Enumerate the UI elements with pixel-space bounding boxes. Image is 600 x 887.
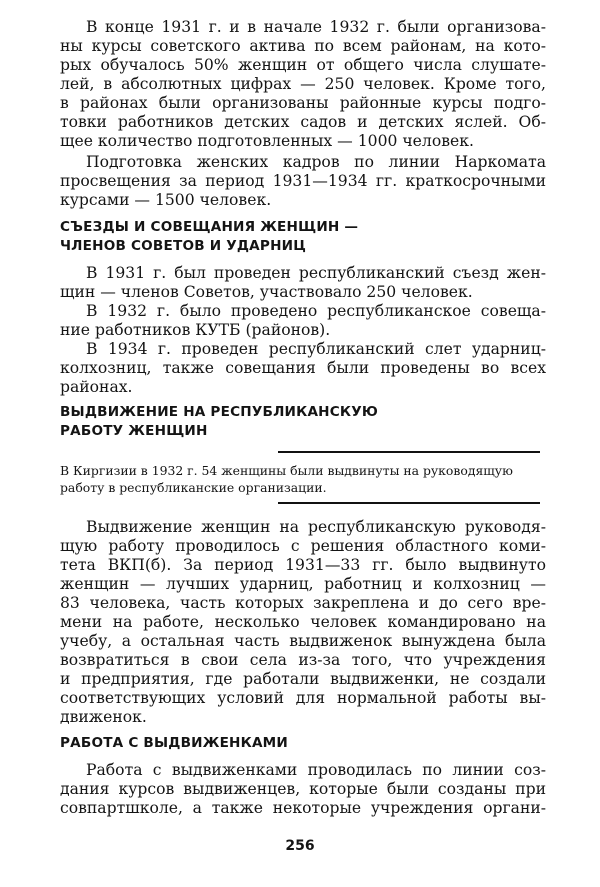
- paragraph-narkompros: [60, 153, 546, 210]
- text-line: Подготовка женских кадров по линии Наркомата: [86, 153, 546, 171]
- text-line: возвратиться в свои села из-за того, что учреждения: [60, 651, 546, 669]
- heading-text: [60, 734, 546, 753]
- heading-line: РАБОТУ ЖЕНЩИН: [60, 423, 208, 439]
- heading-line: СЪЕЗДЫ И СОВЕЩАНИЯ ЖЕНЩИН —: [60, 219, 359, 235]
- text-line: совпартшколе, а также некоторые учреждения органи-: [60, 799, 546, 817]
- text-line: курсами — 1500 человек.: [60, 191, 272, 209]
- text-line: районах.: [60, 378, 133, 396]
- text-line: В 1932 г. было проведено республиканское совеща-: [86, 302, 546, 320]
- paragraph-1932-meeting: [60, 302, 546, 340]
- heading-line: РАБОТА С ВЫДВИЖЕНКАМИ: [60, 735, 288, 751]
- text-line: учебу, а остальная часть выдвиженок вынуждена была: [60, 632, 546, 650]
- paragraph-text: [60, 18, 546, 151]
- text-line: В 1931 г. был проведен республиканский съезд жен-: [86, 264, 546, 282]
- inset-line: В Киргизии в 1932 г. 54 женщины были выдвинуты на руководящую: [60, 463, 513, 478]
- text-line: тета ВКП(б). За период 1931—33 гг. было выдвинуто: [60, 556, 546, 574]
- paragraph-1934-rally: [60, 340, 546, 397]
- text-line: движенок.: [60, 708, 147, 726]
- text-line: ны курсы советского актива по всем районам, на кото-: [60, 37, 546, 55]
- paragraph-text: [60, 340, 546, 397]
- heading-line: ВЫДВИЖЕНИЕ НА РЕСПУБЛИКАНСКУЮ: [60, 404, 379, 420]
- text-line: В конце 1931 г. и в начале 1932 г. были организова-: [86, 18, 546, 36]
- paragraph-work: [60, 761, 546, 818]
- text-line: щее количество подготовленных — 1000 человек.: [60, 132, 474, 150]
- text-line: мени на работе, несколько человек командировано на: [60, 613, 546, 631]
- paragraph-text: [60, 518, 546, 727]
- section-heading-promotion: [60, 403, 546, 441]
- text-line: лей, в абсолютных цифрах — 250 человек. Кроме того,: [60, 75, 546, 93]
- text-line: женщин — лучших ударниц, работниц и колхозниц —: [60, 575, 546, 593]
- text-line: колхозниц, также совещания были проведены во всех: [60, 359, 546, 377]
- text-line: рых обучалось 50% женщин от общего числа слушате-: [60, 56, 546, 74]
- text-line: щин — членов Советов, участвовало 250 человек.: [60, 283, 473, 301]
- paragraph-text: [60, 153, 546, 210]
- inset-top-rule: [278, 451, 540, 453]
- text-line: просвещения за период 1931—1934 гг. краткосрочными: [60, 172, 546, 190]
- text-line: товки работников детских садов и детских яслей. Об-: [60, 113, 546, 131]
- text-line: дания курсов выдвиженцев, которые были созданы при: [60, 780, 546, 798]
- section-heading-congresses: [60, 218, 546, 256]
- heading-text: [60, 218, 546, 256]
- text-line: В 1934 г. проведен республиканский слет ударниц-: [86, 340, 546, 358]
- paragraph-text: [60, 302, 546, 340]
- text-line: соответствующих условий для нормальной работы вы-: [60, 689, 546, 707]
- inset-line: работу в республиканские организации.: [60, 480, 327, 495]
- page-number: 256: [285, 838, 315, 854]
- text-line: ние работников КУТБ (районов).: [60, 321, 331, 339]
- text-line: и предприятия, где работали выдвиженки, не создали: [60, 670, 546, 688]
- paragraph-courses-1931: [60, 18, 546, 151]
- section-heading-work: [60, 734, 546, 753]
- heading-text: [60, 403, 546, 441]
- paragraph-promotion: [60, 518, 546, 727]
- text-line: 83 человека, часть которых закреплена и до сего вре-: [60, 594, 546, 612]
- text-line: щую работу проводилось с решения областного коми-: [60, 537, 546, 555]
- text-line: Работа с выдвиженками проводилась по линии соз-: [86, 761, 546, 779]
- text-line: Выдвижение женщин на республиканскую руководя-: [86, 518, 546, 536]
- heading-line: ЧЛЕНОВ СОВЕТОВ И УДАРНИЦ: [60, 238, 307, 254]
- inset-note: [60, 462, 546, 496]
- paragraph-text: [60, 264, 546, 302]
- paragraph-1931-congress: [60, 264, 546, 302]
- paragraph-text: [60, 761, 546, 818]
- text-line: в районах были организованы районные курсы подго-: [60, 94, 546, 112]
- inset-bottom-rule: [278, 502, 540, 504]
